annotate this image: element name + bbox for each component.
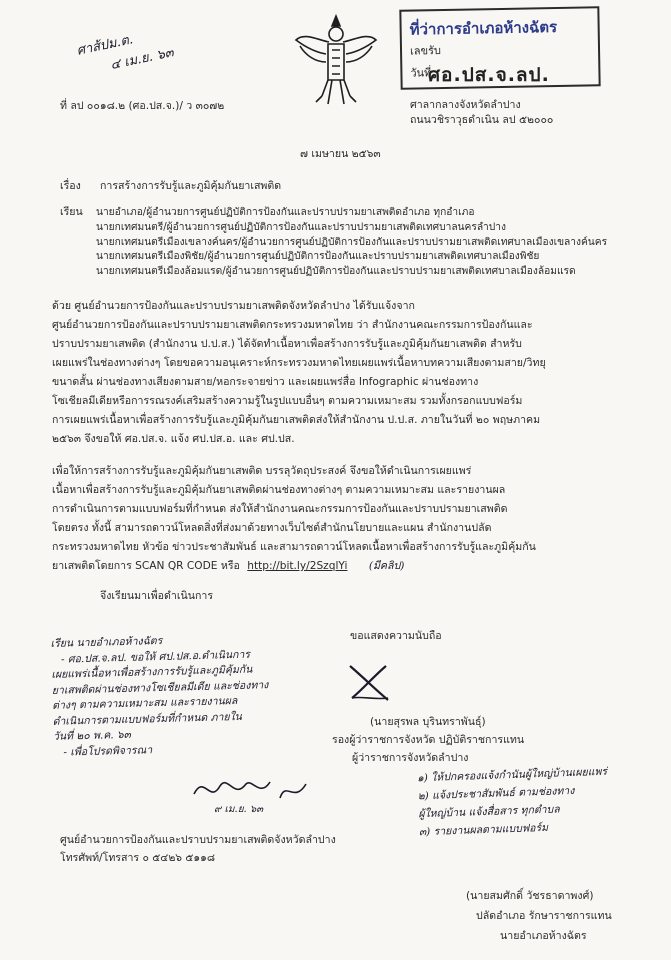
paragraph-line: ๒๕๖๓ จึงขอให้ ศอ.ปส.จ. แจ้ง ศป.ปส.อ. และ ศป.ปส. xyxy=(52,433,295,445)
handwritten-line: ดำเนินการตามแบบฟอร์มที่กำหนด ภายใน xyxy=(52,710,243,728)
right-signer-name: (นายสมศักดิ์ วัชรธาดาพงศ์) xyxy=(466,890,594,902)
paragraph-last-line xyxy=(52,560,404,573)
footer-phone: โทรศัพท์/โทรสาร ๐ ๕๔๒๖ ๕๑๑๘ xyxy=(60,852,216,864)
recipient-list xyxy=(96,206,607,280)
recipient-item: นายกเทศมนตรีเมืองล้อมแรด/ผู้อำนวยการศูนย์ปฏิบัติการป้องกันและปราบปรามยาเสพติดเทศบาลเมืองล้อมแรด xyxy=(96,266,576,278)
subject-text: การสร้างการรับรู้และภูมิคุ้มกันยาเสพติด xyxy=(100,180,282,192)
paragraph-line: ด้วย ศูนย์อำนวยการป้องกันและปราบปรามยาเสพติดจังหวัดลำปาง ได้รับแจ้งจาก xyxy=(52,300,415,312)
paragraph-line: การเผยแพร่เนื้อหาเพื่อสร้างการรับรู้และภูมิคุ้มกันยาเสพติดส่งให้สำนักงาน ป.ป.ส. ภายในวันที่ ๒๐ พฤษภาคม xyxy=(52,414,541,426)
agency-line-1: ศาลากลางจังหวัดลำปาง xyxy=(410,99,521,111)
paragraph-line: ขนาดสั้น ผ่านช่องทางเสียงตามสาย/หอกระจายข่าว และเผยแพร่สื่อ Infographic ผ่านช่องทาง xyxy=(52,376,479,388)
recipient-item: นายกเทศมนตรีเมืองเขลางค์นคร/ผู้อำนวยการศูนย์ปฏิบัติการป้องกันและปราบปรามยาเสพติดเทศบาลเมืองเขลางค์นคร xyxy=(96,236,608,248)
paragraph-line: เผยแพร่ในช่องทางต่างๆ โดยขอความอนุเคราะห์กระทรวงมหาดไทยเผยแพร่เนื้อหาบทความเสียงตามสาย/วิทยุ xyxy=(52,357,546,369)
handwritten-line: ๓) รายงานผลตามแบบฟอร์ม xyxy=(418,821,549,839)
signer-title-2: ผู้ว่าราชการจังหวัดลำปาง xyxy=(352,752,469,764)
handwritten-line: ต่างๆ ตามความเหมาะสม และรายงานผล xyxy=(52,694,238,712)
paragraph-line: เนื้อหาเพื่อสร้างการรับรู้และภูมิคุ้มกันยาเสพติดผ่านช่องทางต่างๆ ตามความเหมาะสม และรายงานผล xyxy=(52,484,506,496)
recipient-item: นายกเทศมนตรี/ผู้อำนวยการศูนย์ปฏิบัติการป้องกันและปราบปรามยาเสพติดเทศบาลนครลำปาง xyxy=(96,221,506,233)
top-left-handwritten-note xyxy=(75,21,176,82)
qr-link[interactable]: http://bit.ly/2SzqlYi xyxy=(247,560,348,572)
handwritten-line: ยาเสพติดผ่านช่องทางโซเชียลมีเดีย และช่องทาง xyxy=(51,678,269,697)
handwritten-line: - ศอ.ปส.จ.ลป. ขอให้ ศป.ปส.อ.ดำเนินการ xyxy=(60,648,251,666)
handwritten-line: ๑) ให้ปกครองแจ้งกำนันผู้ใหญ่บ้านเผยแพร่ xyxy=(416,765,608,785)
paragraph-line: เพื่อให้การสร้างการรับรู้และภูมิคุ้มกันยาเสพติด บรรลุวัตถุประสงค์ จึงขอให้ดำเนินการเผยแพร่ xyxy=(52,465,472,477)
signature-mark-icon xyxy=(344,660,394,704)
signer-name: (นายสุรพล บุรินทราพันธุ์) xyxy=(370,716,486,728)
paragraph-line: โดยตรง ทั้งนี้ สามารถดาวน์โหลดสิ่งที่ส่งมาด้วยทางเว็บไซต์สำนักนโยบายและแผน สำนักงานปลัด xyxy=(52,522,492,534)
stamp-overlay: ศอ.ปส.จ.ลป. xyxy=(428,64,550,86)
handwritten-line: เรียน นายอำเภอห้างฉัตร xyxy=(50,634,163,650)
document-date: ๗ เมษายน ๒๕๖๓ xyxy=(300,148,381,160)
stamp-number-label: เลขรับ xyxy=(409,44,442,58)
handwritten-date: ๙ เม.ย. ๖๓ xyxy=(214,804,264,815)
stamp-date-label: วันที่ xyxy=(410,66,432,80)
handwritten-note-right xyxy=(417,763,609,842)
to-label: เรียน xyxy=(60,206,83,218)
right-signer-title-2: นายอำเภอห้างฉัตร xyxy=(500,930,587,942)
handwritten-line: - เพื่อโปรดพิจารณา xyxy=(63,743,153,759)
garuda-emblem-icon xyxy=(288,10,384,110)
paragraph-line: กระทรวงมหาดไทย หัวข้อ ข่าวประชาสัมพันธ์ และสามารถดาวน์โหลดเนื้อหาเพื่อสร้างการรับรู้และภูมิคุ้มกัน xyxy=(52,541,536,553)
note-line-1: ศาส้ปม.ต. xyxy=(75,32,135,59)
subject-label: เรื่อง xyxy=(60,180,81,192)
handwritten-line: วันที่ ๒๐ พ.ค. ๖๓ xyxy=(52,728,131,743)
paragraph-line: ศูนย์อำนวยการป้องกันและปราบปรามยาเสพติดกระทรวงมหาดไทย ว่า สำนักงานคณะกรรมการป้องกันและ xyxy=(52,319,533,331)
agency-line-2: ถนนวชิราวุธดำเนิน ลป ๕๒๐๐๐ xyxy=(410,114,554,126)
handwritten-note-left xyxy=(50,631,270,761)
handwritten-line: ผู้ใหญ่บ้าน แจ้งสื่อสาร ทุกตำบล xyxy=(418,803,560,821)
document-number: ที่ ลป ๐๐๑๘.๒ (ศอ.ปส.จ.)/ ว ๓๐๗๒ xyxy=(60,100,225,112)
recipient-item: นายกเทศมนตรีเมืองพิชัย/ผู้อำนวยการศูนย์ปฏิบัติการป้องกันและปราบปรามยาเสพติดเทศบาลเมืองพิชัย xyxy=(96,251,540,263)
paragraph-line: การดำเนินการตามแบบฟอร์มที่กำหนด ส่งให้สำนักงานคณะกรรมการป้องกันและปราบปรามยาเสพติด xyxy=(52,503,508,515)
link-handwritten-note: (มีคลิป) xyxy=(368,560,405,572)
note-line-2: ๔ เม.ย. ๖๓ xyxy=(109,45,176,74)
handwritten-line: ๒) แจ้งประชาสัมพันธ์ ตามช่องทาง xyxy=(417,784,575,803)
footer-office: ศูนย์อำนวยการป้องกันและปราบปรามยาเสพติดจังหวัดลำปาง xyxy=(60,834,336,846)
closing-request: จึงเรียนมาเพื่อดำเนินการ xyxy=(100,590,214,602)
closing-salutation: ขอแสดงความนับถือ xyxy=(350,630,442,642)
handwritten-line: เผยแพร่เนื้อหาเพื่อสร้างการรับรู้และภูมิคุ้มกัน xyxy=(51,663,253,681)
recipient-item: นายอำเภอ/ผู้อำนวยการศูนย์ปฏิบัติการป้องกันและปราบปรามยาเสพติดอำเภอ ทุกอำเภอ xyxy=(96,207,475,218)
stamp-title: ที่ว่าการอำเภอห้างฉัตร xyxy=(409,18,558,39)
signer-title-1: รองผู้ว่าราชการจังหวัด ปฏิบัติราชการแทน xyxy=(332,734,525,746)
paragraph-last-text: ยาเสพติดโดยการ SCAN QR CODE หรือ xyxy=(52,560,240,572)
right-signer-title-1: ปลัดอำเภอ รักษาราชการแทน xyxy=(476,910,612,922)
paragraph-line: โซเชียลมีเดียหรือการรณรงค์เสริมสร้างความรู้ในรูปแบบอื่นๆ ตามความเหมาะสม รวมทั้งกรอกแบบฟอร์ม xyxy=(52,395,523,407)
paragraph-line: ปราบปรามยาเสพติด (สำนักงาน ป.ป.ส.) ได้จัดทำเนื้อหาเพื่อสร้างการรับรู้และภูมิคุ้มกันยาเสพติด สำหรับ xyxy=(52,338,522,350)
